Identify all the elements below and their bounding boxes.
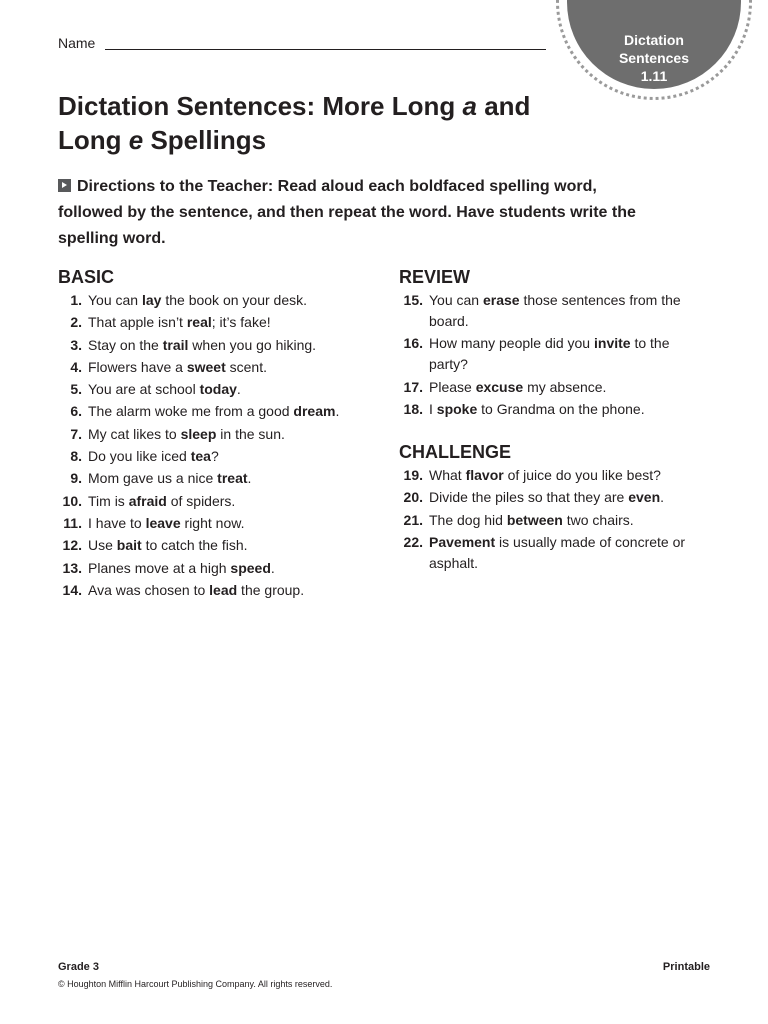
spelling-word: speed (230, 559, 271, 576)
sentence-item (58, 379, 378, 400)
sentence-text: Flowers have a (88, 358, 187, 375)
spelling-word: erase (482, 292, 520, 308)
sentence-item (399, 487, 709, 508)
sentence-item (399, 333, 709, 375)
spelling-word: spoke (436, 400, 478, 417)
spelling-word: sweet (186, 358, 226, 375)
sentence-number: 17. (403, 378, 423, 395)
sentence-number: 11. (63, 514, 82, 531)
sentence-item (399, 290, 709, 332)
spelling-word: between (506, 511, 563, 528)
sentence-text: . (247, 470, 252, 487)
sentence-text: right now. (180, 514, 245, 531)
sentence-number: 19. (403, 467, 423, 483)
sentence-item (399, 377, 709, 398)
spelling-word: bait (116, 537, 142, 554)
spelling-word: sleep (180, 425, 217, 442)
title-text: Spellings (143, 125, 267, 155)
sentence-text: to Grandma on the phone. (477, 400, 645, 417)
play-arrow-icon (58, 179, 71, 192)
sentence-item (58, 513, 378, 534)
spelling-word: excuse (475, 378, 524, 395)
name-write-line (105, 49, 546, 50)
sentence-item (58, 335, 378, 356)
sentence-text: I (429, 400, 437, 417)
sentence-item (58, 446, 378, 467)
section-challenge (399, 441, 709, 575)
sentence-number: 21. (403, 511, 423, 528)
sentence-text: . (270, 559, 275, 576)
sentence-text: my absence. (523, 378, 607, 395)
title-italic-e: e (128, 125, 144, 155)
sentence-number: 15. (403, 292, 423, 308)
sentence-text: the book on your desk. (161, 292, 307, 308)
badge-line-3: 1.11 (640, 68, 668, 84)
spelling-word: treat (217, 470, 248, 487)
spelling-word: real (186, 314, 212, 331)
title-text: and (476, 91, 531, 121)
sentence-text: The dog hid (429, 511, 507, 528)
lesson-badge-text (567, 31, 741, 85)
sentence-item (58, 491, 378, 512)
sentence-number: 2. (70, 314, 82, 331)
section-heading: BASIC (58, 267, 115, 287)
sentence-text: Stay on the (88, 336, 163, 353)
sentence-list (58, 290, 378, 601)
spelling-word: leave (145, 514, 181, 531)
section-heading: CHALLENGE (399, 442, 511, 462)
sentence-text: is usually made of concrete or asphalt. (429, 533, 686, 571)
sentence-number: 7. (70, 425, 82, 442)
sentence-text: Planes move at a high (88, 559, 231, 576)
title-text: Dictation Sentences: More Long (58, 91, 463, 121)
sentence-item (58, 580, 378, 601)
sentence-number: 10. (62, 492, 82, 509)
sentence-text: Please (429, 378, 476, 395)
spelling-word: afraid (128, 492, 167, 509)
spelling-word: lead (209, 581, 238, 598)
sentence-item (399, 510, 709, 531)
footer-printable: Printable (662, 961, 710, 973)
footer-grade: Grade 3 (58, 961, 99, 973)
sentence-number: 20. (403, 489, 423, 506)
sentence-item (58, 312, 378, 333)
sentence-text: You are at school (88, 381, 200, 398)
sentence-number: 6. (70, 403, 82, 420)
sentence-number: 4. (70, 358, 82, 375)
sentence-text: when you go hiking. (188, 336, 317, 353)
section-review (399, 266, 709, 421)
sentence-number: 5. (70, 381, 82, 398)
sentence-list (399, 465, 709, 574)
sentence-number: 1. (70, 292, 82, 308)
sentence-number: 16. (403, 335, 423, 352)
sentence-text: That apple isn’t (88, 314, 187, 331)
footer-copyright: © Houghton Mifflin Harcourt Publishing Company. All rights reserved. (58, 979, 333, 989)
sentence-text: My cat likes to (88, 425, 181, 442)
spelling-word: Pavement (429, 533, 496, 550)
lesson-badge (556, 0, 752, 100)
sentence-item (399, 532, 709, 574)
sentence-item (399, 399, 709, 420)
sentence-number: 13. (62, 559, 82, 576)
lesson-badge-circle (567, 0, 741, 89)
sentence-list (399, 290, 709, 420)
sentence-number: 22. (403, 533, 423, 550)
sentence-text: You can (429, 292, 483, 308)
sentence-text: to catch the fish. (141, 537, 248, 554)
sentence-number: 3. (70, 336, 82, 353)
sentence-text: How many people did you (429, 335, 594, 352)
sentence-text: Use (88, 537, 117, 554)
sentence-text: . (236, 381, 241, 398)
sentence-item (58, 468, 378, 489)
sentence-text: Do you like iced (88, 448, 191, 465)
sentence-item (58, 424, 378, 445)
title-italic-a: a (462, 91, 477, 121)
sentence-number: 14. (62, 581, 82, 598)
sentence-text: ? (210, 448, 219, 465)
teacher-directions (58, 174, 658, 252)
sentence-number: 8. (70, 448, 82, 465)
sentence-text: Tim is (88, 492, 129, 509)
sentence-text: of spiders. (166, 492, 236, 509)
sentence-item (58, 357, 378, 378)
sentence-item (58, 535, 378, 556)
spelling-word: flavor (465, 467, 504, 483)
sentence-text: Divide the piles so that they are (429, 489, 629, 506)
spelling-word: tea (190, 448, 211, 465)
title-text: Long (58, 125, 129, 155)
sentence-text: You can (88, 292, 142, 308)
spelling-word: today (199, 381, 237, 398)
name-label: Name (58, 35, 96, 51)
sentence-text: of juice do you like best? (503, 467, 661, 483)
sentence-text: What (429, 467, 466, 483)
sentence-item (58, 401, 378, 422)
sentence-text: The alarm woke me from a good (88, 403, 294, 420)
section-heading: REVIEW (399, 267, 471, 287)
sentence-text: those sentences from the board. (429, 292, 681, 329)
name-row (58, 35, 546, 55)
sentence-text: I have to (88, 514, 146, 531)
spelling-word: even (628, 489, 661, 506)
sentence-text: Ava was chosen to (88, 581, 210, 598)
sentence-text: two chairs. (562, 511, 634, 528)
spelling-word: lay (141, 292, 162, 308)
sentence-text: to the party? (429, 335, 670, 373)
sentence-number: 9. (70, 470, 82, 487)
sentence-number: 12. (62, 537, 82, 554)
sentence-item (399, 465, 709, 486)
sentence-text: scent. (225, 358, 267, 375)
spelling-word: dream (293, 403, 336, 420)
sentence-item (58, 558, 378, 579)
spelling-word: trail (162, 336, 189, 353)
spelling-word: invite (594, 335, 631, 352)
sentence-number: 18. (403, 400, 423, 417)
page-title (58, 89, 558, 157)
sentence-text: Mom gave us a nice (88, 470, 218, 487)
badge-line-1: Dictation (624, 32, 684, 48)
sentence-item (58, 290, 378, 311)
directions-text: Directions to the Teacher: Read aloud each boldfaced spelling word, followed by the sentence, and then repeat the word. Have students write the spelling word. (58, 178, 636, 247)
section-basic (58, 266, 378, 602)
sentence-text: . (335, 403, 340, 420)
badge-line-2: Sentences (618, 50, 690, 66)
sentence-text: in the sun. (216, 425, 285, 442)
sentence-text: . (660, 489, 665, 506)
sentence-text: ; it’s fake! (211, 314, 271, 331)
sentence-text: the group. (237, 581, 305, 598)
